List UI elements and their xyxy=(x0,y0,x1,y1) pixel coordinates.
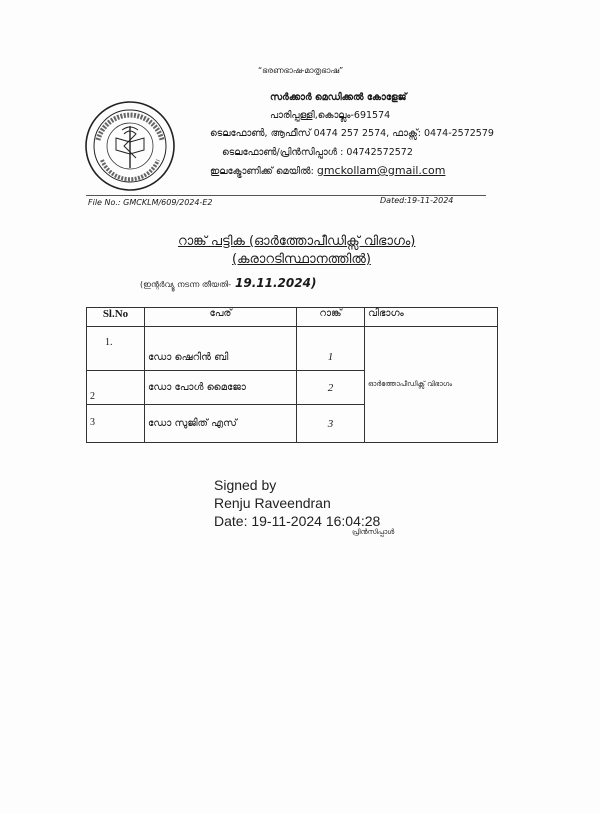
interview-label: (ഇന്റർവ്യൂ നടന്ന തീയതി- xyxy=(140,280,232,289)
department-cell xyxy=(365,327,498,443)
row-rank: 3 xyxy=(297,405,365,443)
row-rank: 2 xyxy=(297,371,365,405)
row-sl: 1. xyxy=(87,327,145,371)
row-name: ഡോ ഷെറിൻ ബി xyxy=(145,327,297,371)
header-sl-no: Sl.No xyxy=(87,308,145,327)
header-rank: റാങ്ക് xyxy=(297,308,365,327)
row-sl: 3 xyxy=(87,405,145,443)
interview-date: 19.11.2024) xyxy=(235,276,317,290)
motto: “ഭരണഭാഷ-മാതൃഭാഷ” xyxy=(258,66,344,75)
table-row xyxy=(87,327,498,371)
department-name: ഓർത്തോപീഡിക്സ് വിഭാഗം xyxy=(368,380,453,388)
signature-date: Date: 19-11-2024 16:04:28 xyxy=(214,513,381,529)
office-telephone: ടെലഫോൺ, ആഫീസ് 0474 257 2574, ഫാക്സ്: 0474-2572579 xyxy=(210,128,494,139)
row-rank: 1 xyxy=(297,327,365,371)
rank-table xyxy=(86,307,498,443)
email-label: ഇലക്ട്രോണിക്ക് മെയിൽ: xyxy=(210,166,314,177)
rank-list-title: റാങ്ക് പട്ടിക (ഓർത്തോപീഡിക്സ് വിഭാഗം) xyxy=(178,234,416,249)
file-number: File No.: GMCKLM/609/2024-E2 xyxy=(88,198,213,207)
row-name: ഡോ സുജിത് എസ് xyxy=(145,405,297,443)
rank-list-subtitle: (കരാറടിസ്ഥാനത്തിൽ) xyxy=(232,252,371,267)
signer-name: Renju Raveendran xyxy=(214,495,331,511)
table-header-row xyxy=(87,308,498,327)
college-name: സർക്കാർ മെഡിക്കൽ കോളേജ് xyxy=(270,92,407,103)
dated: Dated:19-11-2024 xyxy=(380,196,454,205)
header-name: പേര് xyxy=(145,308,297,327)
digital-signature xyxy=(214,476,380,530)
email-line xyxy=(210,164,445,177)
signer-designation: പ്രിൻസിപ്പാൾ xyxy=(352,528,395,536)
row-sl: 2 xyxy=(87,371,145,405)
row-name: ഡോ പോൾ മൈജോ xyxy=(145,371,297,405)
principal-telephone: ടെലഫോൺ/പ്രിൻസിപ്പാൾ : 04742572572 xyxy=(222,147,413,158)
college-address: പാരിപ്പള്ളി,കൊല്ലം-691574 xyxy=(270,110,391,121)
signed-by-label: Signed by xyxy=(214,477,277,493)
interview-date-line xyxy=(140,276,316,290)
email-address[interactable]: gmckollam@gmail.com xyxy=(316,164,446,177)
header-department: വിഭാഗം xyxy=(365,308,498,327)
college-emblem-icon xyxy=(84,100,176,192)
